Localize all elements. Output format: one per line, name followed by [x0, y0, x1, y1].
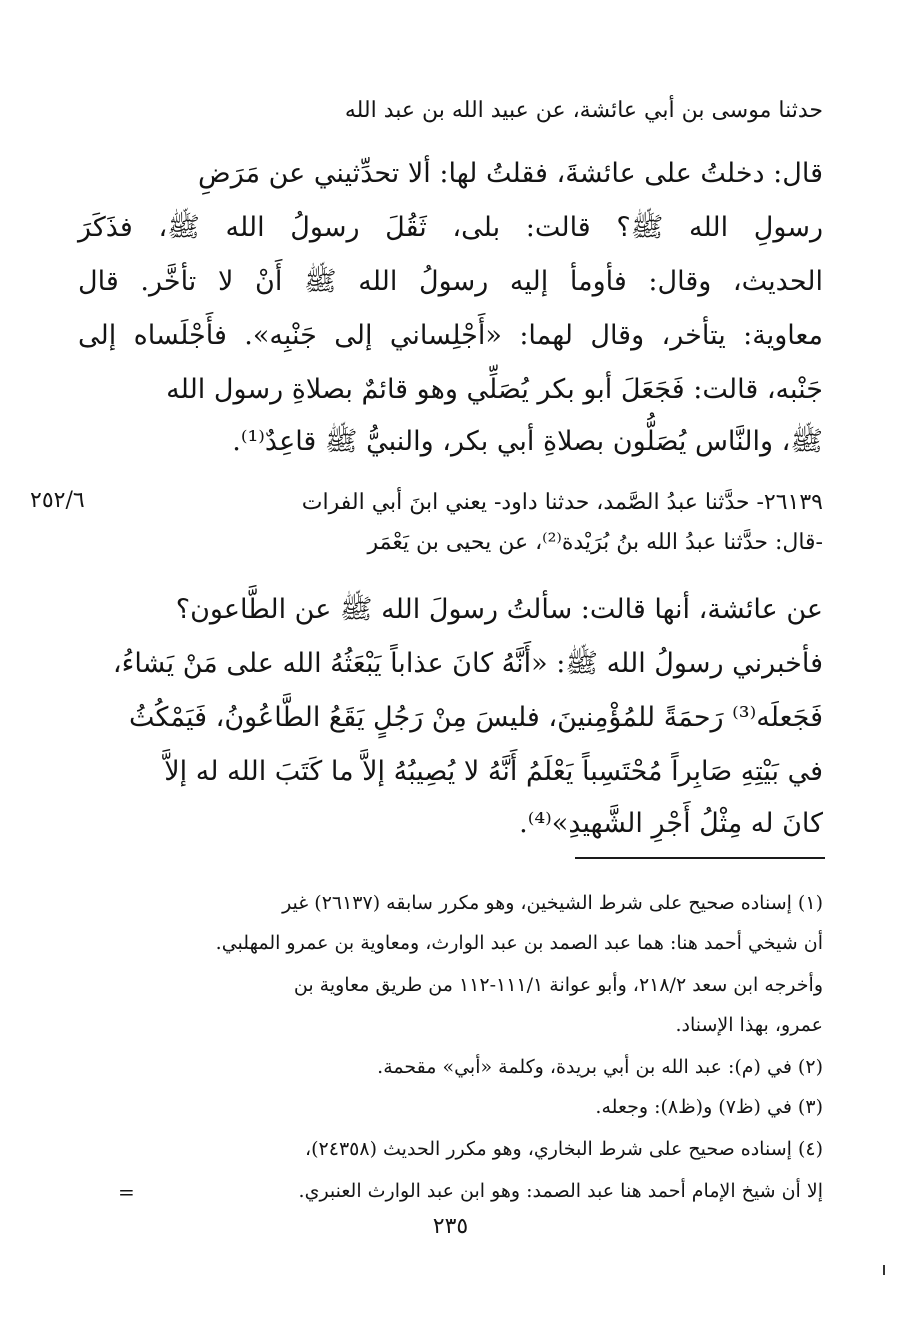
isnad-line: ٢٦١٣٩- حدَّثنا عبدُ الصَّمد، حدثنا داود- يعني ابنَ أبي الفرات	[301, 490, 823, 515]
hadith-line: عن عائشة، أنها قالت: سألتُ رسولَ الله ﷺ عن الطَّاعون؟	[175, 594, 823, 625]
footnote-line: (١) إسناده صحيح على شرط الشيخين، وهو مكرر سابقه (٢٦١٣٧) غير	[282, 892, 823, 914]
hadith-line: جَنْبه، قالت: فَجَعَلَ أبو بكر يُصَلِّي وهو قائمٌ بصلاةِ رسول الله	[166, 374, 823, 405]
page-number: ٢٣٥	[432, 1214, 469, 1239]
footnote-line: (٢) في (م): عبد الله بن أبي بريدة، وكلمة «أبي» مقحمة.	[377, 1056, 823, 1078]
isnad-intro: حدثنا موسى بن أبي عائشة، عن عبيد الله بن عبد الله	[344, 98, 823, 123]
footnote-line: (٣) في (ظ٧) و(ظ٨): وجعله.	[595, 1096, 823, 1118]
hadith-line: في بَيْتِهِ صَابِراً مُحْتَسِباً يَعْلَمُ أَنَّهُ لا يُصِيبُهُ إلاَّ ما كَتَبَ الله له إلاَّ	[164, 756, 823, 787]
footnote-line: (٤) إسناده صحيح على شرط البخاري، وهو مكرر الحديث (٢٤٣٥٨)،	[305, 1138, 823, 1160]
hadith-line: معاوية: يتأخر، وقال لهما: «أَجْلِساني إلى جَنْبِه». فأَجْلَساه إلى	[78, 320, 823, 351]
isnad-line: -قال: حدَّثنا عبدُ الله بنُ بُرَيْدة⁽²⁾، عن يحيى بن يَعْمَر	[367, 530, 823, 555]
hadith-line: الحديث، وقال: فأومأ إليه رسولُ الله ﷺ أَنْ لا تأخَّر. قال	[78, 266, 823, 297]
hadith-line: فَجَعلَه⁽³⁾ رَحمَةً للمُؤْمِنينَ، فليسَ مِنْ رَجُلٍ يَقَعُ الطَّاعُونُ، فَيَمْكُثُ	[128, 702, 823, 733]
footnote-line: أن شيخي أحمد هنا: هما عبد الصمد بن عبد الوارث، ومعاوية بن عمرو المهلبي.	[215, 932, 823, 954]
volume-page-reference: ٢٥٢/٦	[30, 488, 85, 513]
hadith-line: قال: دخلتُ على عائشةَ، فقلتُ لها: ألا تحدِّثيني عن مَرَضِ	[198, 158, 823, 189]
hadith-line: ﷺ، والنَّاس يُصَلُّون بصلاةِ أبي بكر، والنبيُّ ﷺ قاعِدٌ⁽¹⁾.	[232, 426, 823, 457]
footnote-line: عمرو، بهذا الإسناد.	[675, 1014, 823, 1036]
scan-mark	[883, 1265, 885, 1275]
footnote-separator	[575, 857, 825, 859]
hadith-line: رسولِ الله ﷺ؟ قالت: بلى، ثَقُلَ رسولُ الله ﷺ، فذَكَرَ	[78, 212, 823, 243]
footnote-line: وأخرجه ابن سعد ٢١٨/٢، وأبو عوانة ١١١/١-١١٢ من طريق معاوية بن	[293, 974, 823, 996]
footnote-line: إلا أن شيخ الإمام أحمد هنا عبد الصمد: وهو ابن عبد الوارث العنبري.	[298, 1180, 823, 1202]
hadith-line: فأخبرني رسولُ الله ﷺ: «أَنَّهُ كانَ عذاباً يَبْعَثُهُ الله على مَنْ يَشاءُ،	[112, 648, 823, 679]
hadith-line: كانَ له مِثْلُ أَجْرِ الشَّهيدِ»⁽⁴⁾.	[519, 808, 823, 839]
continuation-mark: =	[118, 1180, 135, 1204]
